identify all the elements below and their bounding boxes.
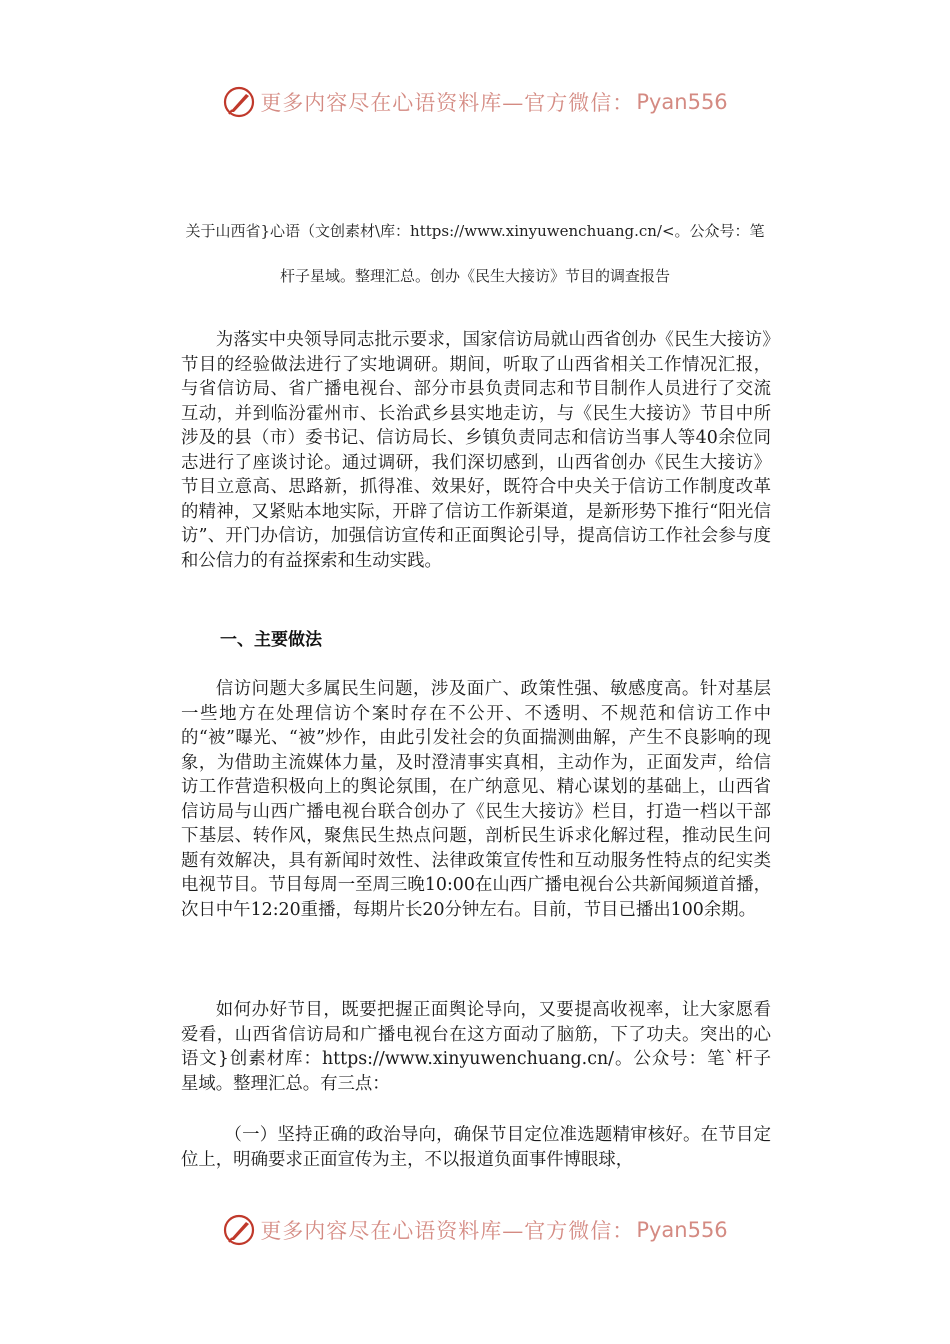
paragraph: （一）坚持正确的政治导向，确保节目定位准选题精审核好。在节目定位上，明确要求正面宣传为主，不以报道负面事件博眼球， xyxy=(181,1125,771,1170)
paragraph: 为落实中央领导同志批示要求，国家信访局就山西省创办《民生大接访》节目的经验做法进行了实地调研。期间，听取了山西省相关工作情况汇报，与省信访局、省广播电视台、部分市县负责同志和节目制作人员进行了交流互动，并到临汾霍州市、长治武乡县实地走访，与《民生大接访》节目中所涉及的县（市）委书记、信访局长、乡镇负责同志和信访当事人等40余位同志进行了座谈讨论。通过调研，我们深切感到，山西省创办《民生大接访》节目立意高、思路新，抓得准、效果好，既符合中央关于信访工作制度改革的精神，又紧贴本地实际，开辟了信访工作新渠道，是新形势下推行“阳光信访”、开门办信访，加强信访宣传和正面舆论引导，提高信访工作社会参与度和公信力的有益探索和生动实践。 xyxy=(181,330,771,571)
quill-pen-icon xyxy=(222,1213,256,1247)
watermark-handle: Pyan556 xyxy=(636,1218,728,1242)
paragraph: 如何办好节目，既要把握正面舆论导向，又要提高收视率，让大家愿看爱看，山西省信访局和广播电视台在这方面动了脑筋，下了功夫。突出的心语文}创素材库：https://www.xinyuwenchuang.cn/。公众号：笔`杆子星域。整理汇总。有三点： xyxy=(181,1000,771,1094)
watermark-banner-top xyxy=(0,80,950,124)
paragraph: 信访问题大多属民生问题，涉及面广、政策性强、敏感度高。针对基层一些地方在处理信访个案时存在不公开、不透明、不规范和信访工作中的“被”曝光、“被”炒作，由此引发社会的负面揣测曲解，产生不良影响的现象，为借助主流媒体力量，及时澄清事实真相，主动作为，正面发声，给信访工作营造积极向上的舆论氛围，在广纳意见、精心谋划的基础上，山西省信访局与山西广播电视台联合创办了《民生大接访》栏目，打造一档以干部下基层、转作风，聚焦民生热点问题，剖析民生诉求化解过程，推动民生问题有效解决，具有新闻时效性、法律政策宣传性和互动服务性特点的纪实类电视节目。节目每周一至周三晚10:00在山西广播电视台公共新闻频道首播，次日中午12:20重播，每期片长20分钟左右。目前，节目已播出100余期。 xyxy=(181,679,771,920)
watermark-text: 更多内容尽在心语资料库—官方微信： xyxy=(260,1219,635,1243)
quill-pen-icon xyxy=(222,85,256,119)
document-title-line1: 关于山西省}心语（文创素材\库：https://www.xinyuwenchuang.cn/<。公众号：笔 xyxy=(185,222,765,240)
document-title-line2: 杆子星域。整理汇总。创办《民生大接访》节目的调查报告 xyxy=(279,267,670,285)
watermark-text: 更多内容尽在心语资料库—官方微信： xyxy=(260,91,635,115)
section-heading: 一、主要做法 xyxy=(220,630,322,650)
watermark-handle: Pyan556 xyxy=(636,90,728,114)
watermark-banner-bottom xyxy=(0,1208,950,1252)
